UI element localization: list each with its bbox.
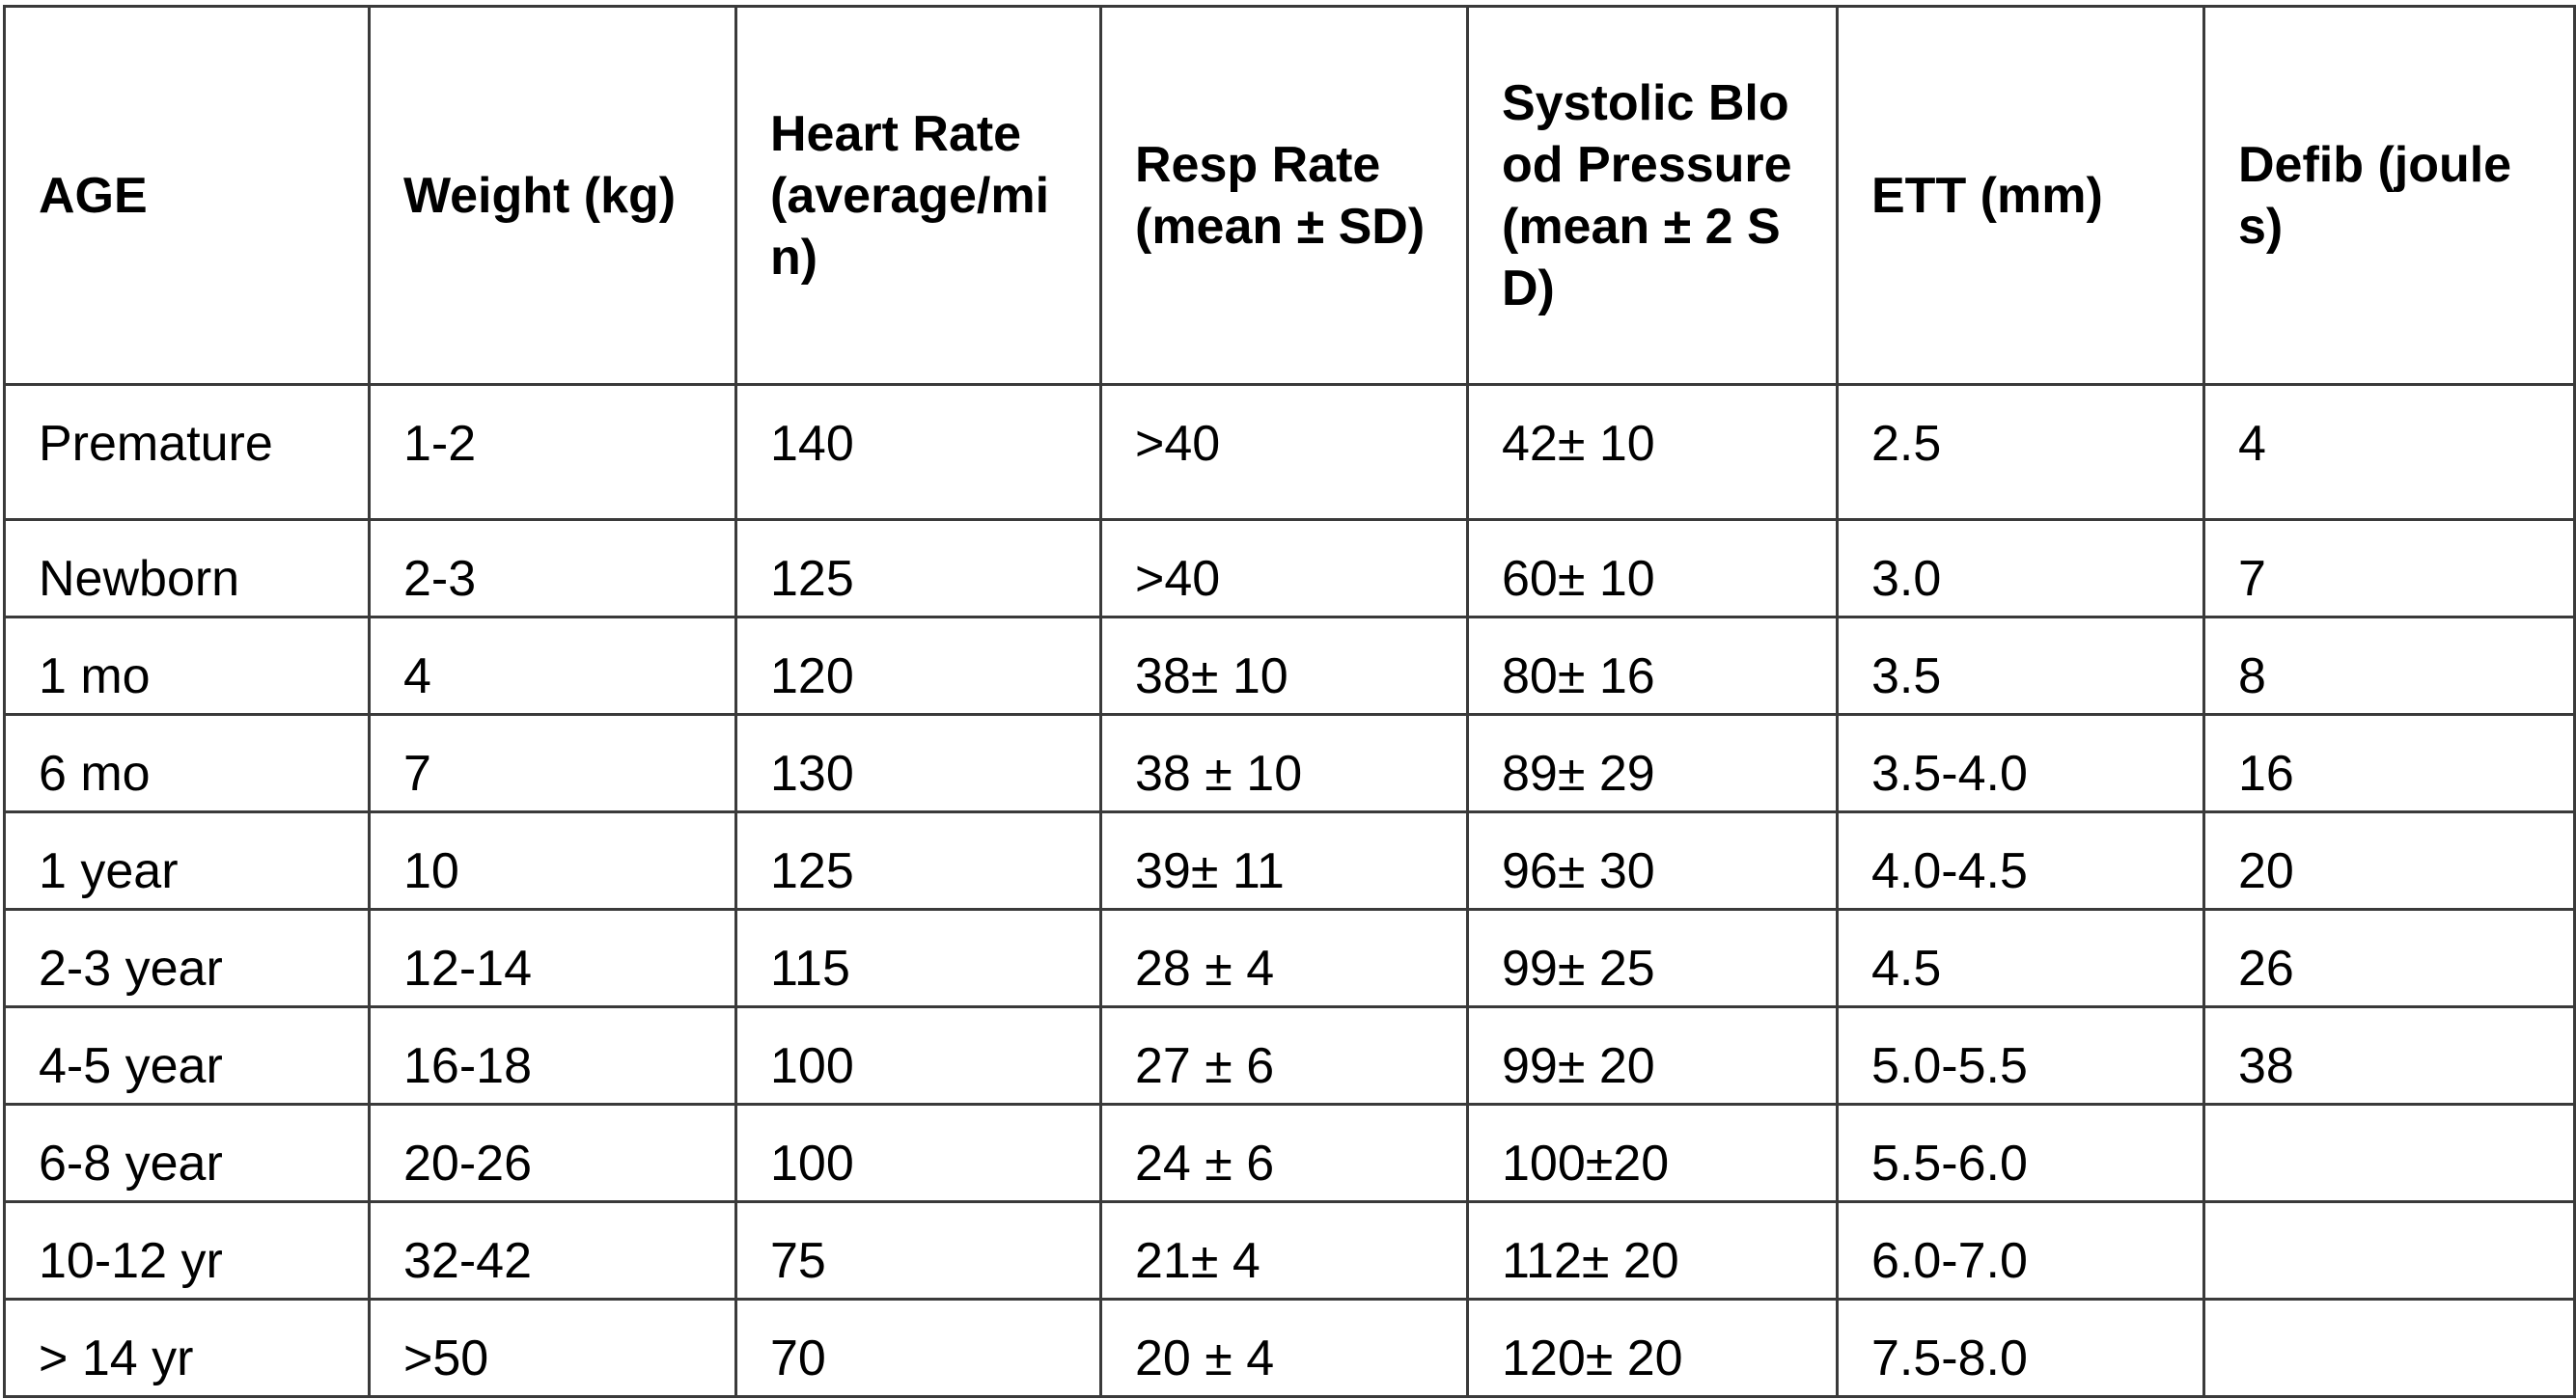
- defib-cell: 38: [2204, 1007, 2575, 1105]
- resp-rate-cell: 27 ± 6: [1101, 1007, 1468, 1105]
- weight-cell: 12-14: [370, 910, 736, 1007]
- header-systolic-bp: Systolic Blood Pressure (mean ± 2 SD): [1468, 7, 1838, 385]
- table-row: [5, 910, 2575, 1007]
- ett-cell: 4.0-4.5: [1838, 812, 2204, 910]
- heart-rate-cell: 140: [736, 385, 1101, 520]
- table-row: [5, 715, 2575, 812]
- heart-rate-cell: 100: [736, 1007, 1101, 1105]
- pediatric-vitals-table: [3, 5, 2576, 1398]
- defib-cell: 4: [2204, 385, 2575, 520]
- table-row: [5, 1007, 2575, 1105]
- systolic-bp-cell: 96± 30: [1468, 812, 1838, 910]
- defib-cell: [2204, 1202, 2575, 1300]
- weight-cell: 7: [370, 715, 736, 812]
- systolic-bp-cell: 120± 20: [1468, 1300, 1838, 1397]
- age-cell: 6-8 year: [5, 1105, 370, 1202]
- systolic-bp-cell: 112± 20: [1468, 1202, 1838, 1300]
- ett-cell: 3.5: [1838, 617, 2204, 715]
- heart-rate-cell: 115: [736, 910, 1101, 1007]
- weight-cell: 10: [370, 812, 736, 910]
- defib-cell: 26: [2204, 910, 2575, 1007]
- table-row: [5, 1105, 2575, 1202]
- weight-cell: 20-26: [370, 1105, 736, 1202]
- systolic-bp-cell: 100±20: [1468, 1105, 1838, 1202]
- header-weight: Weight (kg): [370, 7, 736, 385]
- resp-rate-cell: 38± 10: [1101, 617, 1468, 715]
- defib-cell: [2204, 1300, 2575, 1397]
- age-cell: 4-5 year: [5, 1007, 370, 1105]
- resp-rate-cell: 24 ± 6: [1101, 1105, 1468, 1202]
- heart-rate-cell: 100: [736, 1105, 1101, 1202]
- systolic-bp-cell: 99± 20: [1468, 1007, 1838, 1105]
- systolic-bp-cell: 60± 10: [1468, 520, 1838, 617]
- resp-rate-cell: 21± 4: [1101, 1202, 1468, 1300]
- resp-rate-cell: 28 ± 4: [1101, 910, 1468, 1007]
- age-cell: 6 mo: [5, 715, 370, 812]
- header-row: [5, 7, 2575, 385]
- ett-cell: 7.5-8.0: [1838, 1300, 2204, 1397]
- systolic-bp-cell: 42± 10: [1468, 385, 1838, 520]
- resp-rate-cell: 39± 11: [1101, 812, 1468, 910]
- ett-cell: 3.5-4.0: [1838, 715, 2204, 812]
- weight-cell: 2-3: [370, 520, 736, 617]
- heart-rate-cell: 120: [736, 617, 1101, 715]
- age-cell: 1 year: [5, 812, 370, 910]
- weight-cell: 16-18: [370, 1007, 736, 1105]
- heart-rate-cell: 130: [736, 715, 1101, 812]
- defib-cell: 20: [2204, 812, 2575, 910]
- ett-cell: 6.0-7.0: [1838, 1202, 2204, 1300]
- heart-rate-cell: 75: [736, 1202, 1101, 1300]
- header-ett: ETT (mm): [1838, 7, 2204, 385]
- systolic-bp-cell: 89± 29: [1468, 715, 1838, 812]
- ett-cell: 5.0-5.5: [1838, 1007, 2204, 1105]
- heart-rate-cell: 125: [736, 812, 1101, 910]
- defib-cell: 16: [2204, 715, 2575, 812]
- resp-rate-cell: 20 ± 4: [1101, 1300, 1468, 1397]
- weight-cell: 32-42: [370, 1202, 736, 1300]
- systolic-bp-cell: 99± 25: [1468, 910, 1838, 1007]
- header-resp-rate: Resp Rate (mean ± SD): [1101, 7, 1468, 385]
- header-age: AGE: [5, 7, 370, 385]
- age-cell: 1 mo: [5, 617, 370, 715]
- age-cell: > 14 yr: [5, 1300, 370, 1397]
- age-cell: Premature: [5, 385, 370, 520]
- defib-cell: 8: [2204, 617, 2575, 715]
- age-cell: Newborn: [5, 520, 370, 617]
- ett-cell: 2.5: [1838, 385, 2204, 520]
- table-row: [5, 385, 2575, 520]
- header-defib: Defib (joules): [2204, 7, 2575, 385]
- table-body: [5, 385, 2575, 1397]
- heart-rate-cell: 70: [736, 1300, 1101, 1397]
- resp-rate-cell: >40: [1101, 385, 1468, 520]
- ett-cell: 4.5: [1838, 910, 2204, 1007]
- weight-cell: 1-2: [370, 385, 736, 520]
- header-heart-rate: Heart Rate (average/min): [736, 7, 1101, 385]
- table-row: [5, 520, 2575, 617]
- ett-cell: 3.0: [1838, 520, 2204, 617]
- age-cell: 10-12 yr: [5, 1202, 370, 1300]
- age-cell: 2-3 year: [5, 910, 370, 1007]
- table-row: [5, 1202, 2575, 1300]
- table-row: [5, 812, 2575, 910]
- weight-cell: >50: [370, 1300, 736, 1397]
- vitals-table-container: [3, 5, 2576, 1398]
- weight-cell: 4: [370, 617, 736, 715]
- table-row: [5, 1300, 2575, 1397]
- table-row: [5, 617, 2575, 715]
- resp-rate-cell: 38 ± 10: [1101, 715, 1468, 812]
- resp-rate-cell: >40: [1101, 520, 1468, 617]
- defib-cell: [2204, 1105, 2575, 1202]
- ett-cell: 5.5-6.0: [1838, 1105, 2204, 1202]
- defib-cell: 7: [2204, 520, 2575, 617]
- systolic-bp-cell: 80± 16: [1468, 617, 1838, 715]
- heart-rate-cell: 125: [736, 520, 1101, 617]
